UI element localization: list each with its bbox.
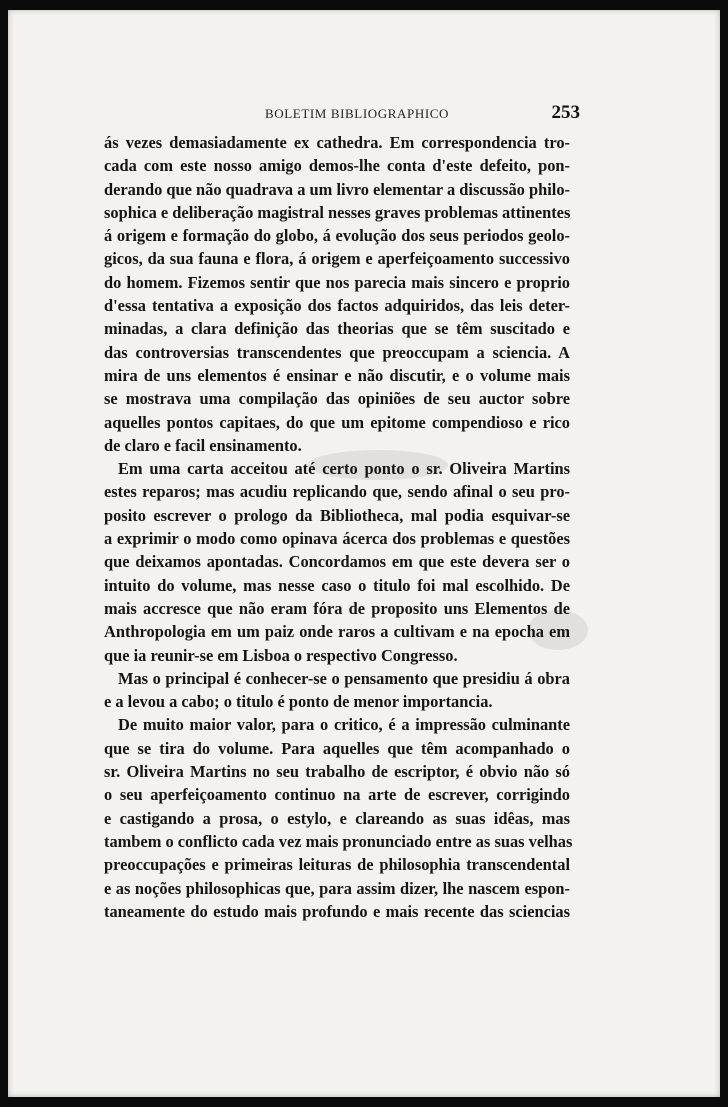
text-line: e as noções philosophicas que, para assim dizer, lhe nascem espon-	[104, 878, 570, 898]
text-line: á origem e formação do globo, á evolução dos seus periodos geolo-	[104, 226, 570, 246]
text-line: Mas o principal é conhecer-se o pensamento que presidiu á obra	[118, 668, 570, 688]
text-line: tambem o conflicto cada vez mais pronunciado entre as suas velhas	[104, 831, 573, 851]
text-line: o seu aperfeiçoamento continuo na arte de escrever, corrigindo	[104, 785, 570, 805]
text-line: minadas, a clara definição das theorias que se têm suscitado e	[104, 319, 570, 339]
text-line: aquelles pontos capitaes, do que um epitome compendioso e rico	[104, 412, 570, 432]
page-number: 253	[551, 102, 580, 123]
text-line: que ia reunir-se em Lisboa o respectivo Congresso.	[104, 645, 458, 665]
text-line: que deixamos apontadas. Concordamos em que este devera ser o	[104, 552, 570, 572]
text-line: sr. Oliveira Martins no seu trabalho de escriptor, é obvio não só	[104, 762, 570, 782]
text-line: de claro e facil ensinamento.	[104, 435, 302, 455]
text-line: ás vezes demasiadamente ex cathedra. Em correspondencia tro-	[104, 133, 570, 152]
text-line: cada com este nosso amigo demos-lhe conta d'este defeito, pon-	[104, 156, 570, 176]
text-line: posito escrever o prologo da Bibliotheca, mal podia esquivar-se	[104, 505, 570, 525]
text-line: sophica e deliberação magistral nesses graves problemas attinentes	[104, 202, 571, 222]
text-line: derando que não quadrava a um livro elementar a discussão philo-	[104, 179, 570, 199]
text-line: preoccupações e primeiras leituras de philosophia transcendental	[104, 855, 570, 875]
text-line: e a levou a cabo; o titulo é ponto de menor importancia.	[104, 692, 493, 712]
text-line: mais accresce que não eram fóra de proposito uns Elementos de	[104, 598, 570, 618]
text-line: das controversias transcendentes que preoccupam a sciencia. A	[104, 342, 570, 362]
text-line: d'essa tentativa a exposição dos factos adquiridos, das leis deter-	[104, 296, 570, 316]
text-line: se mostrava uma compilação das opiniões de seu auctor sobre	[104, 389, 570, 409]
running-title: BOLETIM BIBLIOGRAPHICO	[265, 106, 450, 121]
text-line: e castigando a prosa, o estylo, e clareando as suas idêas, mas	[104, 808, 570, 828]
text-line: Anthropologia em um paiz onde raros a cultivam e na epocha em	[104, 622, 570, 642]
page-header	[110, 102, 580, 128]
text-line: estes reparos; mas acudiu replicando que, sendo afinal o seu pro-	[104, 482, 570, 502]
text-line: intuito do volume, mas nesse caso o titulo foi mal escolhido. De	[104, 575, 570, 595]
text-line: gicos, da sua fauna e flora, á origem e aperfeiçoamento successivo	[104, 249, 570, 269]
text-line: De muito maior valor, para o critico, é a impressão culminante	[118, 715, 570, 735]
text-line: do homem. Fizemos sentir que nos parecia mais sincero e proprio	[104, 272, 570, 292]
text-line: Em uma carta acceitou até certo ponto o sr. Oliveira Martins	[118, 459, 570, 479]
text-line: taneamente do estudo mais profundo e mais recente das sciencias	[104, 901, 570, 921]
body-text	[104, 131, 573, 923]
text-line: a exprimir o modo como opinava ácerca dos problemas e questões	[104, 529, 570, 549]
text-line: mira de uns elementos é ensinar e não discutir, e o volume mais	[104, 365, 570, 385]
text-line: que se tira do volume. Para aquelles que têm acompanhado o	[104, 738, 570, 758]
